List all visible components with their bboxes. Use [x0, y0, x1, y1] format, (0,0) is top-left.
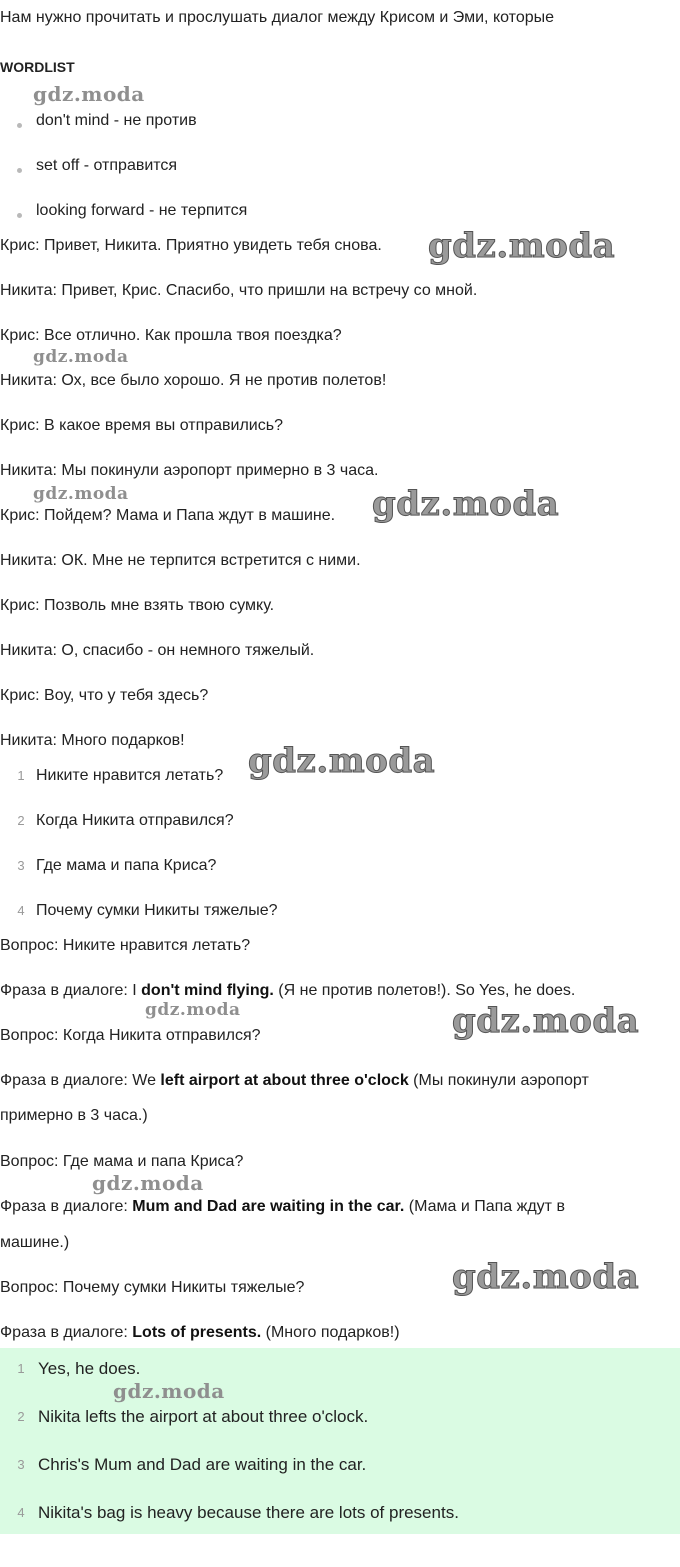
- watermark: gdz.moda: [33, 484, 129, 504]
- dialogue-line: Крис: Позволь мне взять твою сумку.: [0, 597, 275, 614]
- watermark: gdz.moda: [372, 484, 560, 524]
- dialogue-line: Никита: ОК. Мне не терпится встретится с ними.: [0, 552, 361, 569]
- question-item: Почему сумки Никиты тяжелые?: [36, 902, 278, 919]
- question-number: 4: [17, 903, 25, 918]
- phrase-quote: Mum and Dad are waiting in the car.: [132, 1198, 405, 1215]
- watermark: gdz.moda: [428, 226, 616, 266]
- answer-item: Yes, he does.: [38, 1359, 141, 1378]
- phrase-quote: left airport at about three o'clock: [160, 1072, 409, 1089]
- phrase-quote: Lots of presents.: [132, 1324, 262, 1341]
- phrase-suffix: (Я не против полетов!). So Yes, he does.: [273, 982, 576, 999]
- analysis-phrase: [0, 1197, 565, 1217]
- dialogue-line: Крис: Воу, что у тебя здесь?: [0, 687, 209, 704]
- analysis-question: Вопрос: Где мама и папа Криса?: [0, 1153, 244, 1170]
- question-item: Где мама и папа Криса?: [36, 857, 217, 874]
- dialogue-line: Крис: Привет, Никита. Приятно увидеть тебя снова.: [0, 237, 382, 254]
- dialogue-line: Никита: Ох, все было хорошо. Я не против полетов!: [0, 372, 387, 389]
- analysis-question: Вопрос: Почему сумки Никиты тяжелые?: [0, 1279, 305, 1296]
- answer-item: Nikita lefts the airport at about three o'clock.: [38, 1407, 369, 1426]
- phrase-suffix: (Мы покинули аэропорт: [408, 1072, 589, 1089]
- bullet-icon: [17, 168, 22, 173]
- answer-number: 4: [17, 1505, 25, 1520]
- watermark: gdz.moda: [113, 1379, 225, 1403]
- analysis-question: Вопрос: Никите нравится летать?: [0, 937, 251, 954]
- watermark: gdz.moda: [145, 1000, 241, 1020]
- analysis-question: Вопрос: Когда Никита отправился?: [0, 1027, 261, 1044]
- dialogue-line: Крис: В какое время вы отправились?: [0, 417, 283, 434]
- phrase-prefix: Фраза в диалоге:: [0, 1198, 133, 1215]
- watermark: gdz.moda: [452, 1001, 640, 1041]
- bullet-icon: [17, 123, 22, 128]
- watermark: gdz.moda: [33, 347, 129, 367]
- answer-number: 2: [17, 1409, 25, 1424]
- answer-number: 1: [17, 1361, 25, 1376]
- analysis-phrase-continuation: машине.): [0, 1234, 70, 1251]
- answer-item: Nikita's bag is heavy because there are lots of presents.: [38, 1503, 459, 1522]
- dialogue-line: Крис: Пойдем? Мама и Папа ждут в машине.: [0, 507, 336, 524]
- watermark: gdz.moda: [452, 1257, 640, 1297]
- phrase-prefix: Фраза в диалоге:: [0, 1324, 133, 1341]
- dialogue-line: Крис: Все отлично. Как прошла твоя поездка?: [0, 327, 342, 344]
- analysis-phrase: [0, 1071, 589, 1091]
- dialogue-line: Никита: О, спасибо - он немного тяжелый.: [0, 642, 315, 659]
- bullet-icon: [17, 213, 22, 218]
- dialogue-line: Никита: Мы покинули аэропорт примерно в 3 часа.: [0, 462, 379, 479]
- phrase-quote: don't mind flying.: [141, 982, 274, 999]
- watermark: gdz.moda: [92, 1171, 204, 1195]
- wordlist-title: WORDLIST: [0, 59, 75, 75]
- analysis-phrase: [0, 981, 575, 1001]
- wordlist-item: set off - отправится: [36, 157, 178, 174]
- answers-box: [0, 1348, 680, 1534]
- phrase-suffix: (Много подарков!): [261, 1324, 400, 1341]
- intro-text-cut: [0, 40, 4, 48]
- dialogue-line: Никита: Привет, Крис. Спасибо, что пришли на встречу со мной.: [0, 282, 478, 299]
- watermark: gdz.moda: [248, 741, 436, 781]
- wordlist-item: don't mind - не против: [36, 112, 197, 129]
- wordlist-item: looking forward - не терпится: [36, 202, 248, 219]
- phrase-prefix: Фраза в диалоге: We: [0, 1072, 161, 1089]
- question-number: 1: [17, 768, 25, 783]
- dialogue-line: Никита: Много подарков!: [0, 732, 185, 749]
- answer-number: 3: [17, 1457, 25, 1472]
- intro-text: Нам нужно прочитать и прослушать диалог между Крисом и Эми, которые: [0, 9, 555, 26]
- analysis-phrase: [0, 1323, 400, 1343]
- phrase-prefix: Фраза в диалоге: I: [0, 982, 142, 999]
- question-number: 3: [17, 858, 25, 873]
- analysis-phrase-continuation: примерно в 3 часа.): [0, 1107, 148, 1124]
- question-item: Никите нравится летать?: [36, 767, 224, 784]
- question-item: Когда Никита отправился?: [36, 812, 234, 829]
- watermark: gdz.moda: [33, 82, 145, 106]
- question-number: 2: [17, 813, 25, 828]
- phrase-suffix: (Мама и Папа ждут в: [404, 1198, 565, 1215]
- answer-item: Chris's Mum and Dad are waiting in the car.: [38, 1455, 367, 1474]
